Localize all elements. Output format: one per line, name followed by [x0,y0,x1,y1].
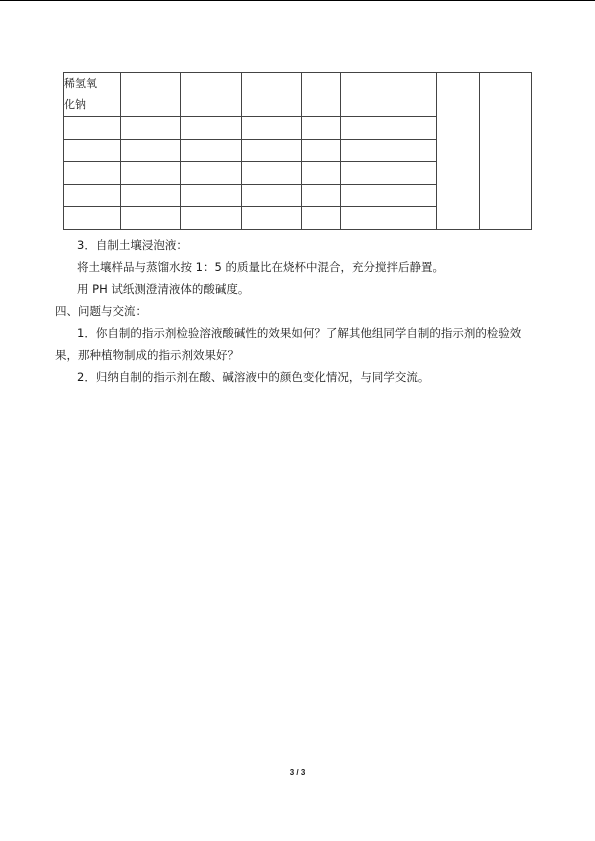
table-cell [181,207,242,230]
table-merged-cell [437,73,480,230]
table-merged-cell [480,73,532,230]
table-cell [242,140,302,162]
row-label-line-1: 稀氢氧 [64,77,97,90]
table-cell [121,73,181,117]
table-cell [181,162,242,185]
table-cell [302,185,341,207]
table-cell [341,207,437,230]
table-cell [341,117,437,140]
page-number: 3 / 3 [289,768,306,777]
table-cell [64,185,121,207]
table-cell [242,162,302,185]
table-cell [341,140,437,162]
table-cell [242,185,302,207]
table-cell [302,140,341,162]
question-1-continued: 果，那种植物制成的指示剂效果好？ [55,348,239,362]
soil-mixing-instruction: 将土壤样品与蒸馏水按 1：5 的质量比在烧杯中混合，充分搅拌后静置。 [77,260,444,274]
table-cell [181,140,242,162]
section-4-heading: 四、问题与交流： [55,304,147,318]
table-cell [181,73,242,117]
question-1-text: 1．你自制的指示剂检验溶液酸碱性的效果如何？了解其他组同学自制的指示剂的检验效 [77,326,522,340]
step-3-heading: 3．自制土壤浸泡液： [77,238,188,252]
table-cell [121,207,181,230]
table-cell [341,162,437,185]
table-cell [121,162,181,185]
row-label-line-2: 化钠 [64,98,86,111]
page-top-border [0,0,595,1]
table-cell [64,162,121,185]
table-cell [302,162,341,185]
table-cell [302,117,341,140]
table-cell [181,117,242,140]
table-cell [341,185,437,207]
table-cell [121,140,181,162]
table-cell [121,117,181,140]
table-cell [64,140,121,162]
table-cell [341,73,437,117]
table-cell-row-label [64,73,121,117]
question-2-text: 2．归纳自制的指示剂在酸、碱溶液中的颜色变化情况，与同学交流。 [77,370,430,384]
table-cell [64,207,121,230]
table-cell [121,185,181,207]
table-cell [242,73,302,117]
table-cell [302,207,341,230]
table-cell [242,117,302,140]
data-table [63,72,532,230]
table-cell [242,207,302,230]
ph-test-instruction: 用 PH 试纸测澄清液体的酸碱度。 [77,282,250,296]
table-cell [181,185,242,207]
table-cell [302,73,341,117]
table-row [64,73,532,117]
table-cell [64,117,121,140]
